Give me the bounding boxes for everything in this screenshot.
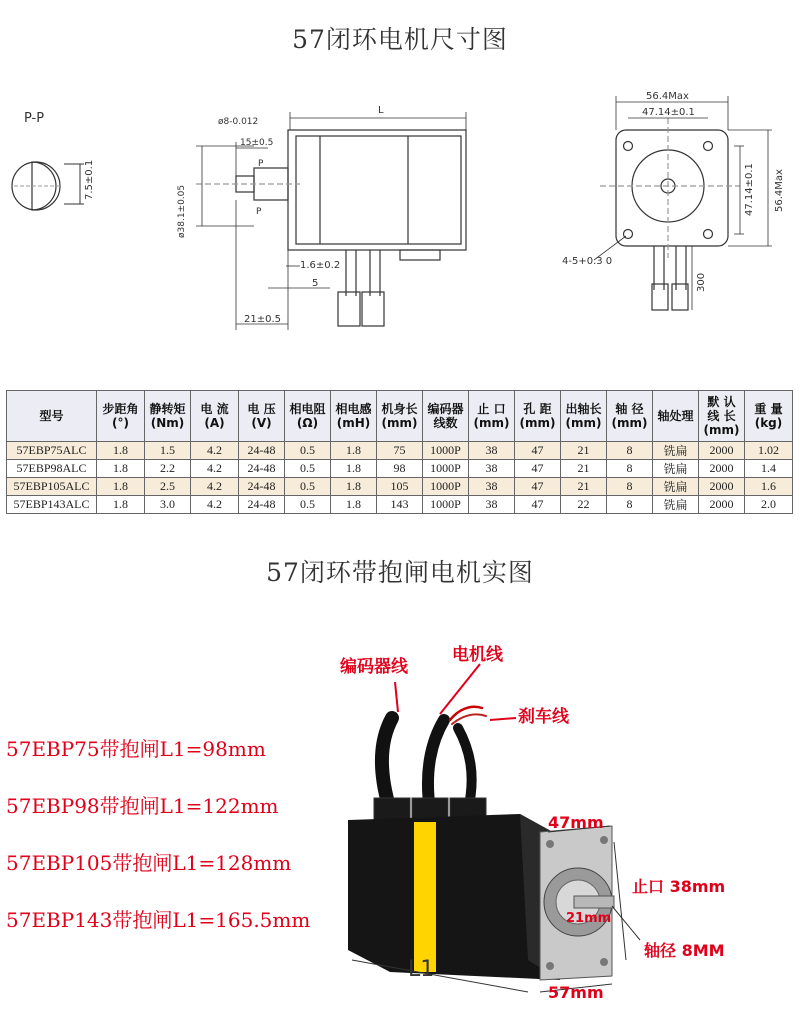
p-mark-top: P — [258, 159, 264, 169]
table-cell: 22 — [561, 496, 607, 514]
table-header-cell: 孔 距 (mm) — [515, 391, 561, 442]
table-cell: 铣扁 — [653, 442, 699, 460]
table-cell: 38 — [469, 460, 515, 478]
table-cell: 2000 — [699, 460, 745, 478]
table-cell: 铣扁 — [653, 460, 699, 478]
table-cell: 1.8 — [97, 478, 145, 496]
table-cell: 0.5 — [285, 478, 331, 496]
table-cell: 21 — [561, 460, 607, 478]
dimension-drawing-title: 57闭环电机尺寸图 — [292, 25, 508, 54]
width-bottom-callout: 57mm — [548, 983, 604, 1002]
table-cell: 57EBP143ALC — [7, 496, 97, 514]
brake-length-143: 57EBP143带抱闸L1=165.5mm — [6, 908, 311, 932]
table-cell: 57EBP105ALC — [7, 478, 97, 496]
p-mark-bottom: P — [256, 207, 262, 217]
motor-wire-callout: 电机线 — [452, 645, 503, 665]
table-cell: 1.8 — [97, 460, 145, 478]
shaft-len-callout: 21mm — [566, 911, 612, 926]
table-cell: 4.2 — [191, 478, 239, 496]
table-cell: 0.5 — [285, 460, 331, 478]
table-header-cell: 电 流 (A) — [191, 391, 239, 442]
length-L-label: L — [378, 105, 384, 116]
table-cell: 铣扁 — [653, 496, 699, 514]
table-cell: 1.8 — [331, 460, 377, 478]
table-cell: 8 — [607, 478, 653, 496]
table-cell: 21 — [561, 478, 607, 496]
section-label: P-P — [24, 111, 45, 126]
holes-label: 4-5+0.3 0 — [562, 256, 613, 267]
table-cell: 0.5 — [285, 496, 331, 514]
table-header-cell: 型号 — [7, 391, 97, 442]
table-row — [7, 442, 793, 460]
table-cell: 1.8 — [97, 496, 145, 514]
table-cell: 1.6 — [745, 478, 793, 496]
table-cell: 98 — [377, 460, 423, 478]
motor-body — [348, 814, 614, 980]
table-header-cell: 相电阻 (Ω) — [285, 391, 331, 442]
table-cell: 75 — [377, 442, 423, 460]
hole-spacing-v-label: 47.14±0.1 — [744, 163, 755, 216]
shaft-dia-callout: 轴径 8MM — [644, 941, 725, 960]
length-L1-callout: L1 — [408, 957, 435, 982]
motor-photo — [0, 600, 800, 1020]
shaft-len-label: 21±0.5 — [244, 314, 282, 325]
table-row — [7, 478, 793, 496]
table-cell: 57EBP75ALC — [7, 442, 97, 460]
lead-len-label: 300 — [696, 272, 707, 292]
table-cell: 1000P — [423, 442, 469, 460]
table-cell: 47 — [515, 478, 561, 496]
callout-arrows — [395, 664, 516, 720]
shaft-section — [12, 162, 84, 210]
table-cell: 1000P — [423, 460, 469, 478]
table-cell: 3.0 — [145, 496, 191, 514]
table-cell: 24-48 — [239, 460, 285, 478]
table-cell: 2000 — [699, 496, 745, 514]
table-cell: 1000P — [423, 478, 469, 496]
width-top-callout: 47mm — [548, 813, 604, 832]
table-cell: 47 — [515, 460, 561, 478]
hole-spacing-h-label: 47.14±0.1 — [642, 107, 695, 118]
side-dimension-lines — [196, 112, 466, 330]
table-header-cell: 静转矩 (Nm) — [145, 391, 191, 442]
table-cell: 2000 — [699, 442, 745, 460]
brake-length-105: 57EBP105带抱闸L1=128mm — [6, 851, 292, 875]
brake-band — [414, 822, 436, 972]
table-cell: 2.5 — [145, 478, 191, 496]
table-row — [7, 496, 793, 514]
table-cell: 8 — [607, 496, 653, 514]
table-cell: 38 — [469, 442, 515, 460]
table-cell: 38 — [469, 478, 515, 496]
flat-dim-label: 7.5±0.1 — [84, 159, 95, 200]
brake-length-98: 57EBP98带抱闸L1=122mm — [6, 794, 279, 818]
table-cell: 1.8 — [331, 478, 377, 496]
encoder-wire-callout: 编码器线 — [340, 657, 408, 677]
table-header-cell: 相电感 (mH) — [331, 391, 377, 442]
table-cell: 8 — [607, 460, 653, 478]
table-cell: 47 — [515, 442, 561, 460]
dimension-drawing — [0, 0, 800, 380]
table-cell: 24-48 — [239, 478, 285, 496]
table-cell: 1.8 — [331, 496, 377, 514]
table-header-cell: 重 量 (kg) — [745, 391, 793, 442]
table-cell: 4.2 — [191, 496, 239, 514]
shaft — [574, 896, 614, 908]
flange-thk-label: 1.6±0.2 — [300, 260, 341, 271]
table-header-cell: 电 压 (V) — [239, 391, 285, 442]
table-cell: 1.4 — [745, 460, 793, 478]
table-cell: 24-48 — [239, 442, 285, 460]
photo-title: 57闭环带抱闸电机实图 — [266, 558, 534, 587]
brake-wire-callout: 刹车线 — [518, 707, 569, 727]
table-cell: 47 — [515, 496, 561, 514]
table-cell: 铣扁 — [653, 478, 699, 496]
table-header-cell: 编码器 线数 — [423, 391, 469, 442]
pilot-callout: 止口 38mm — [632, 877, 726, 896]
table-cell: 1.02 — [745, 442, 793, 460]
table-cell: 57EBP98ALC — [7, 460, 97, 478]
table-cell: 1000P — [423, 496, 469, 514]
spec-table — [6, 390, 793, 514]
step-label: 5 — [312, 278, 319, 289]
table-header-cell: 默 认 线 长 (mm) — [699, 391, 745, 442]
table-cell: 143 — [377, 496, 423, 514]
table-cell: 2.0 — [745, 496, 793, 514]
table-cell: 8 — [607, 442, 653, 460]
brake-length-75: 57EBP75带抱闸L1=98mm — [6, 737, 266, 761]
table-cell: 21 — [561, 442, 607, 460]
table-cell: 1.8 — [97, 442, 145, 460]
motor-side-view — [196, 130, 466, 326]
table-cell: 4.2 — [191, 442, 239, 460]
table-cell: 2000 — [699, 478, 745, 496]
table-cell: 105 — [377, 478, 423, 496]
table-header-cell: 步距角 (°) — [97, 391, 145, 442]
cables — [382, 707, 486, 810]
table-cell: 24-48 — [239, 496, 285, 514]
table-header-cell: 止 口 (mm) — [469, 391, 515, 442]
table-row — [7, 460, 793, 478]
table-header-cell: 出轴长 (mm) — [561, 391, 607, 442]
table-cell: 1.8 — [331, 442, 377, 460]
width-max-label: 56.4Max — [646, 91, 689, 102]
table-cell: 2.2 — [145, 460, 191, 478]
table-header-cell: 轴 径 (mm) — [607, 391, 653, 442]
table-header-cell: 轴处理 — [653, 391, 699, 442]
table-cell: 0.5 — [285, 442, 331, 460]
height-max-label: 56.4Max — [774, 169, 785, 212]
table-cell: 4.2 — [191, 460, 239, 478]
table-header-row — [7, 391, 793, 442]
shaft-dia-label: ø8-0.012 — [218, 117, 259, 127]
table-cell: 38 — [469, 496, 515, 514]
key-len-label: 15±0.5 — [240, 138, 274, 148]
table-cell: 1.5 — [145, 442, 191, 460]
pilot-dia-label: ø38.1±0.05 — [177, 184, 187, 238]
table-header-cell: 机身长 (mm) — [377, 391, 423, 442]
motor-front-view — [600, 118, 740, 310]
